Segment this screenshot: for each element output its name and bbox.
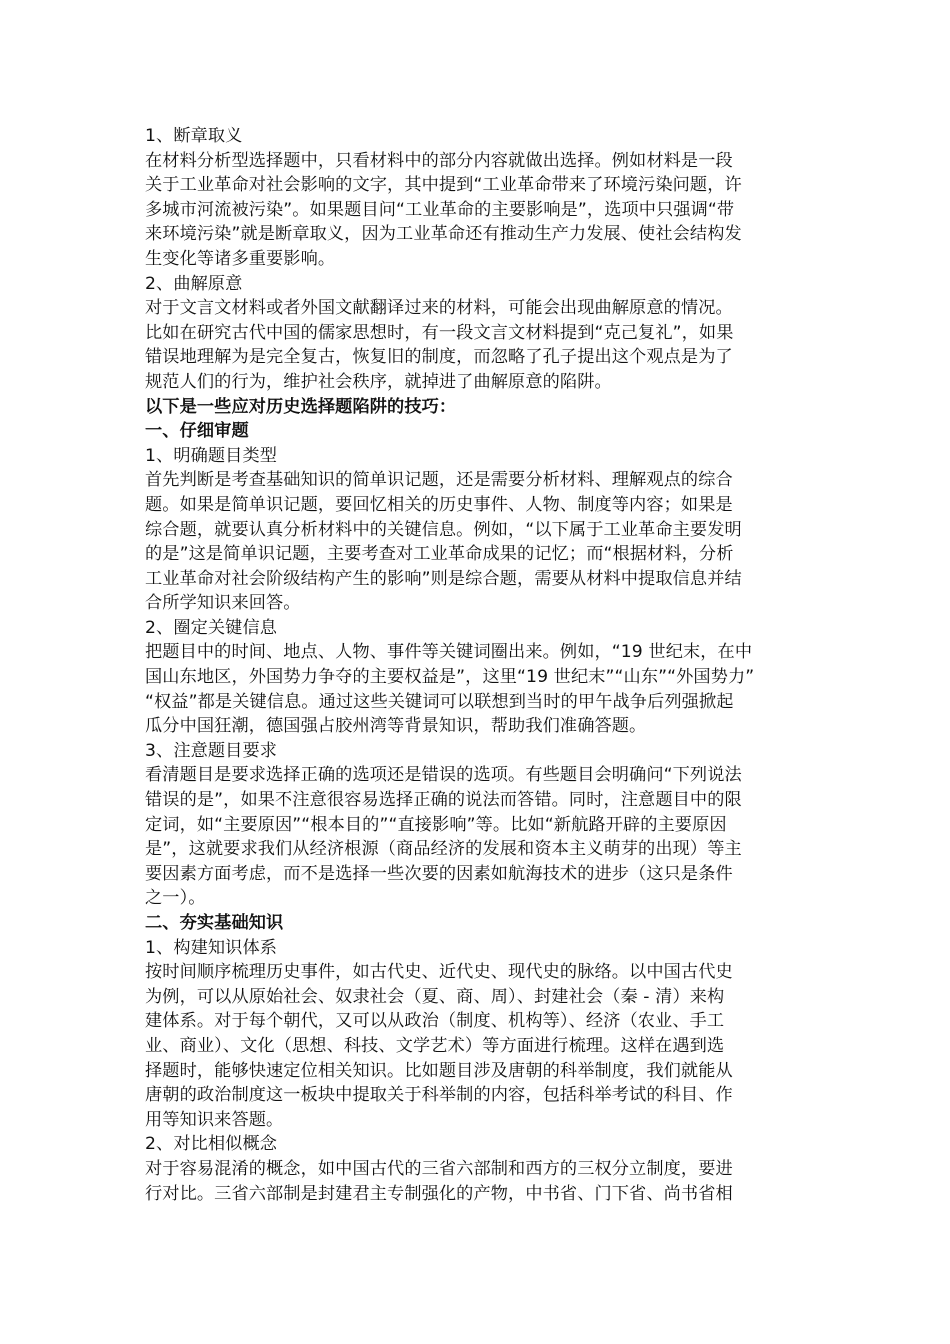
paragraph-line: 建体系。对于每个朝代，又可以从政治（制度、机构等）、经济（农业、手工 [145, 1011, 725, 1032]
paragraph-line: 错误的是”，如果不注意很容易选择正确的说法而答错。同时，注意题目中的限 [145, 790, 742, 811]
paragraph-line: 在材料分析型选择题中，只看材料中的部分内容就做出选择。例如材料是一段 [145, 150, 733, 171]
paragraph-line: 综合题，就要认真分析材料中的关键信息。例如，“以下属于工业革命主要发明 [145, 519, 742, 540]
paragraph-line: 择题时，能够快速定位相关知识。比如题目涉及唐朝的科举制度，我们就能从 [145, 1060, 733, 1081]
paragraph-line: 定词，如“主要原因”“根本目的”“直接影响”等。比如“新航路开辟的主要原因 [145, 814, 727, 835]
paragraph-line: 之一）。 [145, 888, 206, 909]
paragraph-line: 对于容易混淆的概念，如中国古代的三省六部制和西方的三权分立制度，要进 [145, 1158, 733, 1179]
section-heading-jichu: 二、夯实基础知识 [145, 913, 284, 933]
paragraph-line: 用等知识来答题。 [145, 1109, 284, 1130]
subheading-qujie: 2、曲解原意 [145, 273, 243, 294]
paragraph-line: 首先判断是考查基础知识的简单识记题，还是需要分析材料、理解观点的综合 [145, 470, 733, 491]
paragraph-line: 题。如果是简单识记题，要回忆相关的历史事件、人物、制度等内容；如果是 [145, 494, 733, 515]
paragraph-line: 对于文言文材料或者外国文献翻译过来的材料，可能会出现曲解原意的情况。 [145, 298, 733, 319]
section-heading-tips: 以下是一些应对历史选择题陷阱的技巧： [145, 396, 457, 417]
paragraph-line: 比如在研究古代中国的儒家思想时，有一段文言文材料提到“克己复礼”，如果 [145, 322, 734, 343]
subheading-guanjian: 2、圈定关键信息 [145, 617, 278, 638]
paragraph-line: 为例，可以从原始社会、奴隶社会（夏、商、周）、封建社会（秦 - 清）来构 [145, 986, 725, 1007]
paragraph-line: 关于工业革命对社会影响的文字，其中提到“工业革命带来了环境污染问题，许 [145, 175, 742, 196]
paragraph-line: 错误地理解为是完全复古，恢复旧的制度，而忽略了孔子提出这个观点是为了 [145, 347, 733, 368]
paragraph-line: 把题目中的时间、地点、人物、事件等关键词圈出来。例如，“19 世纪末，在中 [145, 642, 753, 663]
paragraph-line: 瓜分中国狂潮，德国强占胶州湾等背景知识，帮助我们准确答题。 [145, 716, 647, 737]
paragraph-line: 是”，这就要求我们从经济根源（商品经济的发展和资本主义萌芽的出现）等主 [145, 839, 742, 860]
paragraph-line: 工业革命对社会阶级结构产生的影响”则是综合题，需要从材料中提取信息并结 [145, 568, 742, 589]
paragraph-line: 来环境污染”就是断章取义，因为工业革命还有推动生产力发展、使社会结构发 [145, 224, 742, 245]
paragraph-line: 业、商业）、文化（思想、科技、文学艺术）等方面进行梳理。这样在遇到选 [145, 1035, 725, 1056]
subheading-tixi: 1、构建知识体系 [145, 937, 278, 958]
subheading-gainian: 2、对比相似概念 [145, 1134, 278, 1155]
subheading-duanzhang: 1、断章取义 [145, 126, 243, 146]
paragraph-line: 多城市河流被污染”。如果题目问“工业革命的主要影响是”，选项中只强调“带 [145, 199, 735, 220]
paragraph-line: 行对比。三省六部制是封建君主专制强化的产物，中书省、门下省、尚书省相 [145, 1183, 733, 1204]
document-page [145, 124, 807, 1206]
subheading-leixing: 1、明确题目类型 [145, 445, 278, 466]
paragraph-line: 的是”这是简单识记题，主要考查对工业革命成果的记忆；而“根据材料，分析 [145, 544, 734, 565]
paragraph-line: 合所学知识来回答。 [145, 593, 301, 614]
section-heading-shenti: 一、仔细审题 [145, 421, 249, 442]
paragraph-line: 唐朝的政治制度这一板块中提取关于科举制的内容，包括科举考试的科目、作 [145, 1085, 733, 1106]
paragraph-line: 要因素方面考虑，而不是选择一些次要的因素如航海技术的进步（这只是条件 [145, 863, 733, 884]
paragraph-line: 看清题目是要求选择正确的选项还是错误的选项。有些题目会明确问“下列说法 [145, 765, 742, 786]
subheading-yaoqiu: 3、注意题目要求 [145, 740, 278, 761]
paragraph-line: 按时间顺序梳理历史事件，如古代史、近代史、现代史的脉络。以中国古代史 [145, 962, 733, 983]
paragraph-line: 国山东地区，外国势力争夺的主要权益是”，这里“19 世纪末”“山东”“外国势力” [145, 667, 755, 688]
paragraph-line: 规范人们的行为，维护社会秩序，就掉进了曲解原意的陷阱。 [145, 371, 612, 392]
paragraph-line: “权益”都是关键信息。通过这些关键词可以联想到当时的甲午战争后列强掀起 [145, 691, 734, 712]
paragraph-line: 生变化等诸多重要影响。 [145, 248, 336, 269]
